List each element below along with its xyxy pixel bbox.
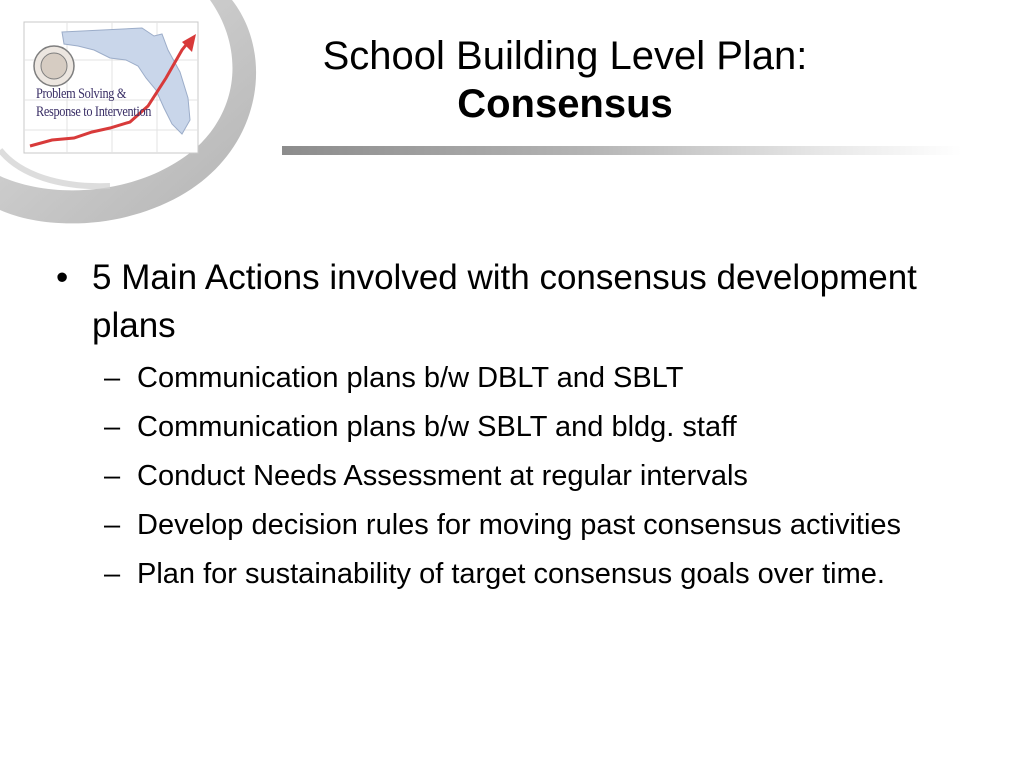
dash-icon: –	[104, 460, 121, 492]
sub-bullet-text: Plan for sustainability of target consensus goals over time.	[137, 558, 885, 590]
title-line2-bold: Consensus	[457, 82, 673, 126]
dash-icon: –	[104, 411, 121, 443]
sub-bullet-text: Communication plans b/w SBLT and bldg. staff	[137, 411, 737, 443]
sub-bullet	[104, 554, 964, 594]
dash-icon: –	[104, 362, 121, 394]
sub-bullet-text: Develop decision rules for moving past consensus activities	[137, 509, 902, 541]
sub-bullet-text: Communication plans b/w DBLT and SBLT	[137, 362, 684, 394]
main-bullet	[56, 254, 956, 350]
sub-bullet-list	[104, 358, 964, 603]
title-line1: School Building Level Plan:	[322, 34, 808, 78]
bullet-dot-icon: •	[56, 258, 69, 297]
logo-text-line2: Response to Intervention	[36, 104, 152, 120]
sub-bullet	[104, 358, 964, 398]
sub-bullet	[104, 407, 964, 447]
sub-bullet	[104, 456, 964, 496]
dash-icon: –	[104, 558, 121, 590]
dash-icon: –	[104, 509, 121, 541]
logo-text-line1: Problem Solving &	[36, 86, 127, 102]
sub-bullet-text: Conduct Needs Assessment at regular intervals	[137, 460, 748, 492]
main-bullet-text: 5 Main Actions involved with consensus development plans	[92, 258, 917, 345]
sub-bullet	[104, 505, 964, 545]
